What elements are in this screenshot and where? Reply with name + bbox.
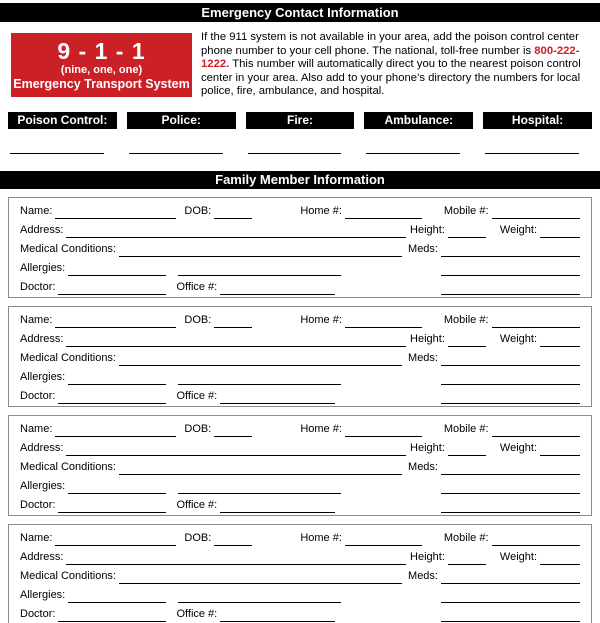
home-phone-blank bbox=[345, 314, 422, 328]
contact-blank-column bbox=[364, 153, 473, 154]
dob-blank bbox=[214, 314, 252, 328]
meds-continuation-blank-2 bbox=[441, 499, 580, 513]
contact-blank-column bbox=[246, 153, 355, 154]
home-phone-label: Home #: bbox=[300, 531, 342, 544]
mobile-phone-blank bbox=[492, 314, 580, 328]
weight-label: Weight: bbox=[499, 550, 537, 563]
contact-label: Hospital: bbox=[511, 112, 564, 127]
meds-continuation-blank-1 bbox=[441, 371, 580, 385]
allergies-continuation-blank bbox=[178, 371, 341, 385]
meds-blank bbox=[441, 352, 580, 366]
contact-label: Fire: bbox=[286, 112, 313, 127]
member-row-name bbox=[20, 311, 580, 330]
member-row-name bbox=[20, 420, 580, 439]
intro-text-after: This number will automatically direct you to the nearest poison control center in your area. Also add to your phone’s directory the numbers for local police, fire, ambulance, and hospital. bbox=[201, 58, 581, 98]
address-blank bbox=[66, 333, 406, 347]
poison-control-phone-number: 800-222-1222. bbox=[201, 44, 580, 71]
family-member-header-bar bbox=[0, 171, 600, 189]
contact-blank-line bbox=[10, 153, 104, 154]
allergies-continuation-blank bbox=[178, 480, 341, 494]
intro-section bbox=[0, 33, 600, 99]
office-phone-label: Office #: bbox=[176, 498, 218, 511]
doctor-blank bbox=[58, 608, 166, 622]
medical-conditions-label: Medical Conditions: bbox=[20, 351, 116, 364]
weight-blank bbox=[540, 442, 580, 456]
meds-label: Meds: bbox=[408, 242, 438, 255]
medical-conditions-label: Medical Conditions: bbox=[20, 569, 116, 582]
member-row-doctor bbox=[20, 605, 580, 623]
name-label: Name: bbox=[20, 531, 53, 544]
allergies-label: Allergies: bbox=[20, 479, 66, 492]
meds-continuation-blank-1 bbox=[441, 589, 580, 603]
emergency-contacts-label-row bbox=[0, 112, 600, 129]
member-row-name bbox=[20, 529, 580, 548]
office-phone-blank bbox=[220, 608, 335, 622]
home-phone-blank bbox=[345, 423, 422, 437]
doctor-label: Doctor: bbox=[20, 389, 56, 402]
contact-blank-column bbox=[127, 153, 236, 154]
office-phone-blank bbox=[220, 499, 335, 513]
contact-label-bar bbox=[246, 112, 355, 129]
contact-label-bar bbox=[8, 112, 117, 129]
family-section-title: Family Member Information bbox=[215, 171, 385, 187]
name-blank bbox=[55, 423, 176, 437]
member-row-medical bbox=[20, 240, 580, 259]
height-blank bbox=[448, 224, 486, 238]
medical-conditions-blank bbox=[119, 461, 402, 475]
height-blank bbox=[448, 333, 486, 347]
dob-blank bbox=[214, 205, 252, 219]
meds-continuation-blank-1 bbox=[441, 480, 580, 494]
weight-blank bbox=[540, 224, 580, 238]
family-member-boxes bbox=[0, 197, 600, 623]
medical-conditions-blank bbox=[119, 570, 402, 584]
contact-blank-column bbox=[483, 153, 592, 154]
allergies-continuation-blank bbox=[178, 262, 341, 276]
member-row-allergies bbox=[20, 259, 580, 278]
address-label: Address: bbox=[20, 223, 64, 236]
allergies-blank bbox=[68, 371, 166, 385]
meds-label: Meds: bbox=[408, 351, 438, 364]
contact-blank-column bbox=[8, 153, 117, 154]
contact-label-bar bbox=[127, 112, 236, 129]
medical-conditions-blank bbox=[119, 352, 402, 366]
allergies-blank bbox=[68, 589, 166, 603]
dob-label: DOB: bbox=[184, 531, 212, 544]
intro-paragraph bbox=[201, 31, 588, 99]
badge-911 bbox=[11, 33, 192, 97]
member-row-allergies bbox=[20, 586, 580, 605]
address-label: Address: bbox=[20, 441, 64, 454]
address-label: Address: bbox=[20, 332, 64, 345]
weight-label: Weight: bbox=[499, 223, 537, 236]
dob-label: DOB: bbox=[184, 204, 212, 217]
allergies-label: Allergies: bbox=[20, 588, 66, 601]
mobile-phone-label: Mobile #: bbox=[443, 313, 489, 326]
member-row-allergies bbox=[20, 477, 580, 496]
member-row-name bbox=[20, 202, 580, 221]
home-phone-label: Home #: bbox=[300, 313, 342, 326]
height-blank bbox=[448, 442, 486, 456]
contact-label-bar bbox=[483, 112, 592, 129]
mobile-phone-label: Mobile #: bbox=[443, 422, 489, 435]
member-row-doctor bbox=[20, 387, 580, 406]
height-blank bbox=[448, 551, 486, 565]
home-phone-blank bbox=[345, 205, 422, 219]
member-row-medical bbox=[20, 567, 580, 586]
meds-label: Meds: bbox=[408, 569, 438, 582]
family-member-box bbox=[8, 524, 592, 623]
member-row-address bbox=[20, 330, 580, 349]
address-blank bbox=[66, 442, 406, 456]
emergency-contact-header-bar bbox=[0, 3, 600, 22]
height-label: Height: bbox=[410, 441, 445, 454]
dob-label: DOB: bbox=[184, 313, 212, 326]
weight-label: Weight: bbox=[499, 441, 537, 454]
family-member-box bbox=[8, 306, 592, 407]
doctor-label: Doctor: bbox=[20, 607, 56, 620]
name-blank bbox=[55, 532, 176, 546]
member-row-address bbox=[20, 221, 580, 240]
meds-continuation-blank-2 bbox=[441, 390, 580, 404]
home-phone-blank bbox=[345, 532, 422, 546]
meds-blank bbox=[441, 461, 580, 475]
doctor-blank bbox=[58, 281, 166, 295]
office-phone-label: Office #: bbox=[176, 607, 218, 620]
doctor-blank bbox=[58, 390, 166, 404]
allergies-label: Allergies: bbox=[20, 261, 66, 274]
family-member-box bbox=[8, 197, 592, 298]
medical-conditions-label: Medical Conditions: bbox=[20, 460, 116, 473]
doctor-label: Doctor: bbox=[20, 280, 56, 293]
badge-911-number: 9 - 1 - 1 bbox=[57, 37, 146, 64]
member-row-address bbox=[20, 548, 580, 567]
contact-label: Ambulance: bbox=[384, 112, 454, 127]
height-label: Height: bbox=[410, 550, 445, 563]
meds-blank bbox=[441, 570, 580, 584]
intro-text-before: If the 911 system is not available in your area, add the poison control center phone number to your cell phone. The national, toll-free number is bbox=[201, 31, 579, 57]
name-blank bbox=[55, 205, 176, 219]
contact-label-bar bbox=[364, 112, 473, 129]
dob-label: DOB: bbox=[184, 422, 212, 435]
family-member-box bbox=[8, 415, 592, 516]
contact-blank-line bbox=[129, 153, 223, 154]
meds-label: Meds: bbox=[408, 460, 438, 473]
meds-continuation-blank-2 bbox=[441, 281, 580, 295]
contact-label: Police: bbox=[161, 112, 201, 127]
weight-blank bbox=[540, 551, 580, 565]
address-label: Address: bbox=[20, 550, 64, 563]
medical-conditions-label: Medical Conditions: bbox=[20, 242, 116, 255]
emergency-contacts-blank-row bbox=[0, 153, 600, 154]
contact-blank-line bbox=[366, 153, 460, 154]
doctor-blank bbox=[58, 499, 166, 513]
allergies-continuation-blank bbox=[178, 589, 341, 603]
doctor-label: Doctor: bbox=[20, 498, 56, 511]
allergies-blank bbox=[68, 262, 166, 276]
badge-911-subtitle: (nine, one, one) bbox=[60, 63, 143, 76]
page-title: Emergency Contact Information bbox=[201, 5, 399, 20]
mobile-phone-blank bbox=[492, 205, 580, 219]
height-label: Height: bbox=[410, 332, 445, 345]
weight-label: Weight: bbox=[499, 332, 537, 345]
contact-label: Poison Control: bbox=[17, 112, 108, 127]
meds-blank bbox=[441, 243, 580, 257]
mobile-phone-blank bbox=[492, 423, 580, 437]
name-label: Name: bbox=[20, 204, 53, 217]
member-row-medical bbox=[20, 458, 580, 477]
office-phone-label: Office #: bbox=[176, 389, 218, 402]
contact-blank-line bbox=[248, 153, 342, 154]
mobile-phone-blank bbox=[492, 532, 580, 546]
height-label: Height: bbox=[410, 223, 445, 236]
name-label: Name: bbox=[20, 313, 53, 326]
mobile-phone-label: Mobile #: bbox=[443, 204, 489, 217]
home-phone-label: Home #: bbox=[300, 204, 342, 217]
name-label: Name: bbox=[20, 422, 53, 435]
dob-blank bbox=[214, 423, 252, 437]
member-row-doctor bbox=[20, 496, 580, 515]
address-blank bbox=[66, 551, 406, 565]
contact-blank-line bbox=[485, 153, 579, 154]
member-row-address bbox=[20, 439, 580, 458]
meds-continuation-blank-2 bbox=[441, 608, 580, 622]
office-phone-blank bbox=[220, 390, 335, 404]
home-phone-label: Home #: bbox=[300, 422, 342, 435]
medical-conditions-blank bbox=[119, 243, 402, 257]
badge-911-caption: Emergency Transport System bbox=[13, 76, 190, 91]
meds-continuation-blank-1 bbox=[441, 262, 580, 276]
mobile-phone-label: Mobile #: bbox=[443, 531, 489, 544]
name-blank bbox=[55, 314, 176, 328]
dob-blank bbox=[214, 532, 252, 546]
weight-blank bbox=[540, 333, 580, 347]
allergies-label: Allergies: bbox=[20, 370, 66, 383]
member-row-allergies bbox=[20, 368, 580, 387]
allergies-blank bbox=[68, 480, 166, 494]
member-row-medical bbox=[20, 349, 580, 368]
office-phone-blank bbox=[220, 281, 335, 295]
office-phone-label: Office #: bbox=[176, 280, 218, 293]
address-blank bbox=[66, 224, 406, 238]
member-row-doctor bbox=[20, 278, 580, 297]
